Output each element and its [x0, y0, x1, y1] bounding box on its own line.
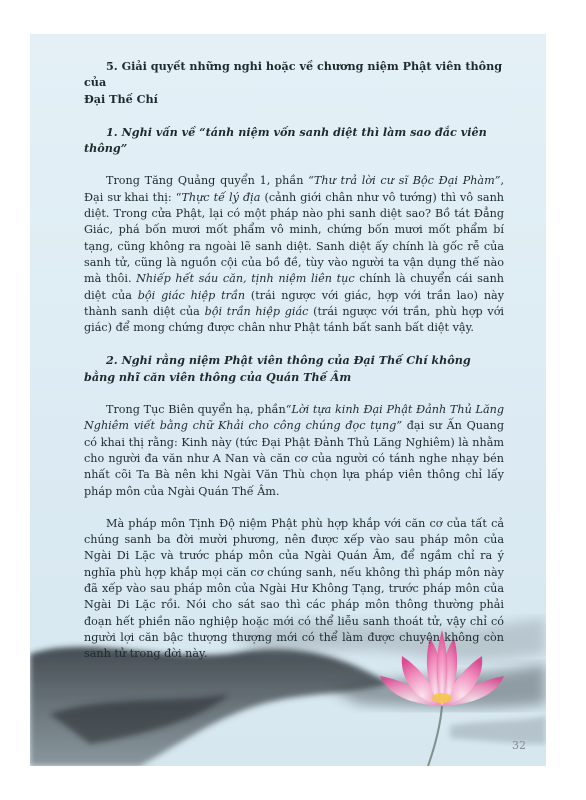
- italic-run: “Thư trả lời cư sĩ Bộc Đại Phàm”: [308, 174, 501, 188]
- subsection-1-title: 1. Nghi vấn về “tánh niệm vốn sanh diệt thì làm sao đắc viên thông”: [84, 124, 487, 156]
- text-run: chính là chuyển cái sanh diệt của: [84, 272, 504, 302]
- text-body: [84, 58, 504, 679]
- text-run: (cảnh giới chân như vô tướng) thì vô sanh diệt. Trong cửa Phật, lại có một pháp nào phi sanh diệt sao? Bồ tát Đẳng Giác, phá bốn mươi mốt phẩm vô minh, chứng bốn mươi mốt phẩm bí tạng, cũng không ra ngoài lẽ sanh diệt. Sanh diệt ấy chính là gốc rễ của sanh tử, cũng là nguồn cội của bồ đề, tùy vào người ta vận dụng thế nào mà thôi.: [84, 190, 504, 286]
- text-run: , Đại sư khai thị: “: [84, 174, 504, 204]
- paragraph-2: [84, 402, 504, 500]
- section-title-line-1: 5. Giải quyết những nghi hoặc về chương niệm Phật viên thông của: [84, 59, 503, 90]
- text-run: đại sư Ấn Quang có khai thị rằng: Kinh này (tức Đại Phật Đảnh Thủ Lăng Nghiêm) là nhằm cho người đa văn như A Nan và căn cơ của người có tánh nghe nhạy bén nhất cõi Ta Bà nên khi Ngài Văn Thù chọn lựa pháp viên thông chỉ lấy pháp môn của Ngài Quán Thế Âm.: [84, 419, 505, 498]
- text-run: Trong Tăng Quảng quyển 1, phần: [106, 174, 309, 188]
- paragraph-3: Mà pháp môn Tịnh Độ niệm Phật phù hợp khắp với căn cơ của tất cả chúng sanh ba đời mười phương, nên được xếp vào sau pháp môn của Ngài Di Lặc và trước pháp môn của Ngài Quán Âm, để ngầm chỉ ra ý nghĩa phù hợp khắp mọi căn cơ chúng sanh, nếu không thì pháp môn này đã xếp vào sau pháp môn của Ngài Hư Không Tạng, trước pháp môn của Ngài Di Lặc rồi. Nói cho sát sao thì các pháp môn thông thường phải đoạn hết phiền não nghiệp hoặc mới có thể liễu sanh thoát tử, vậy chỉ có người lợi căn bậc thượng thượng mới có thể làm được chuyện không còn sanh tử trong đời này.: [84, 516, 504, 661]
- italic-run: bội trần hiệp giác: [204, 304, 309, 318]
- subsection-2-heading: [84, 352, 504, 385]
- text-run: (trái ngược với trần, phù hợp với giác) để mong chứng được chân như Phật tánh bất sanh bất diệt vậy.: [84, 304, 505, 335]
- italic-run: “Lời tựa kinh Đại Phật Đảnh Thủ Lăng Nghiêm viết bằng chữ Khải cho công chúng đọc tụng”: [84, 403, 504, 433]
- text-run: Trong Tục Biên quyển hạ, phần: [106, 403, 286, 417]
- document-page: [30, 34, 546, 766]
- section-title-line-2: Đại Thế Chí: [84, 91, 158, 106]
- subsection-2-title: 2. Nghi rằng niệm Phật viên thông của Đại Thế Chí không bằng nhĩ căn viên thông của Quán Thế Âm: [84, 353, 471, 384]
- italic-run: Nhiếp hết sáu căn, tịnh niệm liên tục: [136, 272, 355, 286]
- text-run: (trái ngược với giác, hợp với trần lao) này thành sanh diệt của: [84, 288, 505, 318]
- subsection-1-heading: [84, 124, 504, 157]
- section-heading: [84, 58, 504, 107]
- paragraph-1: [84, 173, 504, 336]
- italic-run: bội giác hiệp trần: [137, 288, 246, 302]
- italic-run: Thực tế lý địa: [181, 190, 261, 204]
- page-number: 32: [512, 739, 526, 752]
